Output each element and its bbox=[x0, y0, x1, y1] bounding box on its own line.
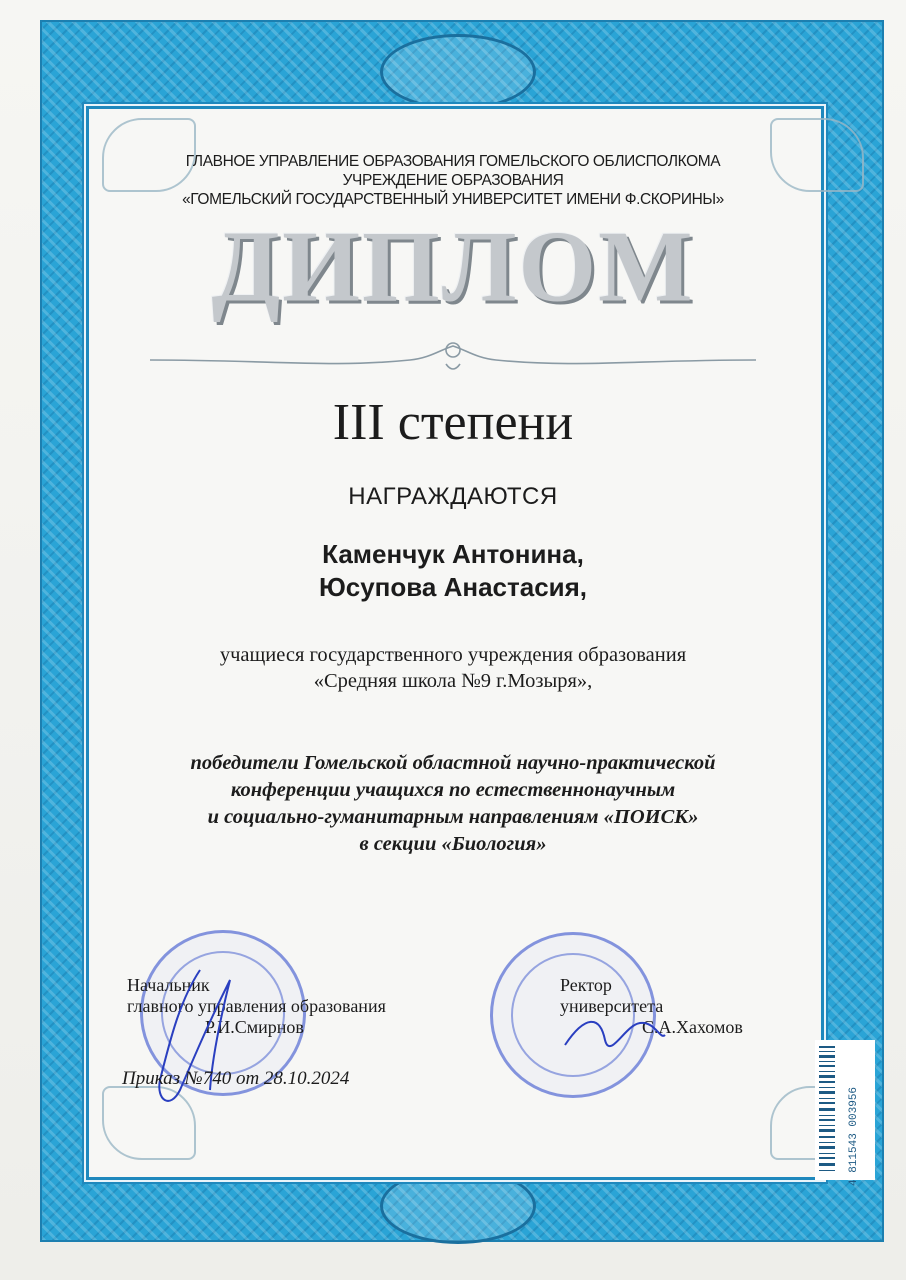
signatory-right-name: С.А.Хахомов bbox=[642, 1017, 743, 1037]
divider-ornament-icon bbox=[150, 340, 756, 374]
order-reference: Приказ №740 от 28.10.2024 bbox=[122, 1068, 350, 1089]
recipient-name-2: Юсупова Анастасия, bbox=[318, 572, 588, 602]
affiliation-line-1: учащиеся государственного учреждения образования bbox=[219, 644, 687, 666]
award-reason bbox=[110, 750, 796, 858]
diploma-title: ДИПЛОМ bbox=[211, 209, 695, 324]
signatory-right-title-2: университета bbox=[560, 996, 664, 1016]
serial-barcode bbox=[815, 1040, 875, 1180]
awarded-heading: НАГРАЖДАЮТСЯ bbox=[348, 483, 558, 510]
recipient-affiliation bbox=[120, 642, 786, 694]
degree-level: III степени bbox=[332, 394, 574, 451]
top-ornament-icon bbox=[380, 34, 536, 110]
reason-line-3: и социально-гуманитарным направлениям «ПОИСК» bbox=[207, 806, 699, 828]
issuer-line-2: УЧРЕЖДЕНИЕ ОБРАЗОВАНИЯ bbox=[342, 172, 564, 189]
recipient-names bbox=[120, 538, 786, 604]
issuer-line-1: ГЛАВНОЕ УПРАВЛЕНИЕ ОБРАЗОВАНИЯ ГОМЕЛЬСКОГО ОБЛИСПОЛКОМА bbox=[185, 153, 721, 170]
reason-line-1: победители Гомельской областной научно-практической bbox=[190, 752, 716, 774]
reason-line-2: конференции учащихся по естественнонаучным bbox=[230, 779, 676, 801]
issuer-header bbox=[120, 152, 786, 209]
signatory-right-title-1: Ректор bbox=[560, 975, 612, 995]
recipient-name-1: Каменчук Антонина, bbox=[322, 539, 584, 569]
issuer-line-3: «ГОМЕЛЬСКИЙ ГОСУДАРСТВЕННЫЙ УНИВЕРСИТЕТ ИМЕНИ Ф.СКОРИНЫ» bbox=[182, 191, 724, 208]
affiliation-line-2: «Средняя школа №9 г.Мозыря», bbox=[313, 670, 593, 692]
serial-number: 4 811543 003956 bbox=[848, 1086, 860, 1186]
handwritten-signature-right bbox=[560, 1005, 670, 1065]
reason-line-4: в секции «Биология» bbox=[359, 833, 547, 855]
signatory-left-name: Р.И.Смирнов bbox=[205, 1017, 304, 1037]
signatory-left-title-2: главного управления образования bbox=[127, 996, 386, 1016]
signatory-left-title-1: Начальник bbox=[127, 975, 210, 995]
handwritten-signature-left bbox=[140, 960, 260, 1120]
